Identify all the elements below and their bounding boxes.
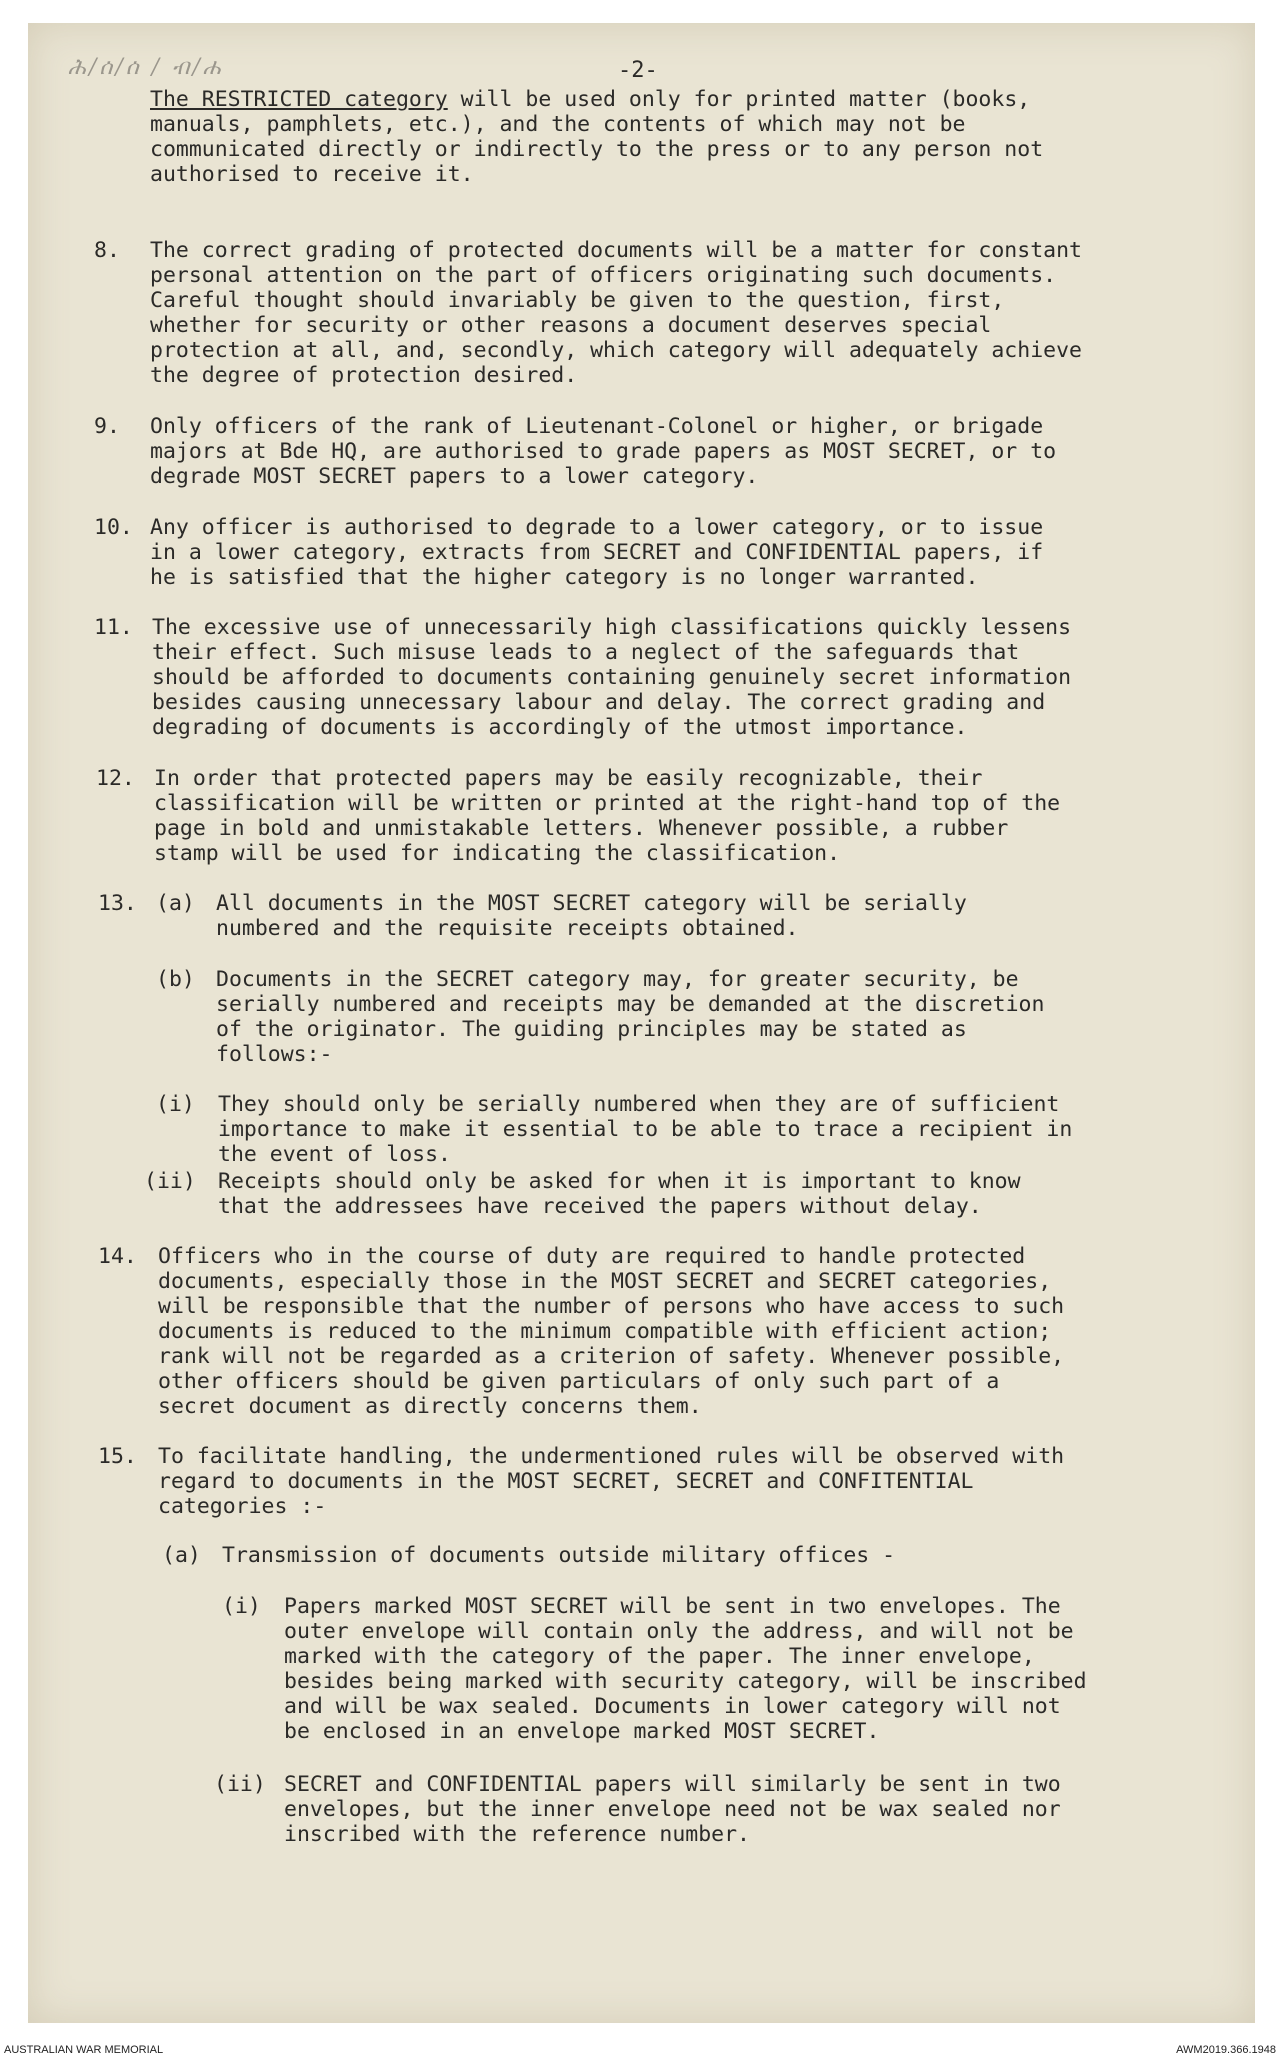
- pencil-annotation: ሕ/ሰ/ሰ / ብ/ሐ: [68, 55, 224, 80]
- document-body: [28, 23, 1255, 2023]
- page-number: -2-: [618, 58, 658, 83]
- paragraph-number: 13.: [98, 891, 137, 916]
- paragraph-text: In order that protected papers may be easily recognizable, their classification will be written or printed at the right-hand top of the page in bold and unmistakable letters. Whenever possible, a rubber stamp will be used for indicating the classification.: [154, 766, 1061, 866]
- paragraph-text: The excessive use of unnecessarily high classifications quickly lessens their effect. Such misuse leads to a neglect of the safeguards that should be afforded to documents containing genuinely secret information besides causing unnecessary labour and delay. The correct grading and degrading of documents is accordingly of the utmost importance.: [152, 615, 1072, 740]
- paragraph-text: They should only be serially numbered when they are of sufficient importance to make it essential to be able to trace a recipient in the event of loss.: [218, 1092, 1073, 1167]
- restricted-category-underlined: The RESTRICTED category: [150, 87, 448, 112]
- subparagraph-label: (b): [156, 967, 195, 992]
- paragraph-text: To facilitate handling, the undermentioned rules will be observed with regard to documents in the MOST SECRET, SECRET and CONFITENTIAL categories :-: [158, 1444, 1065, 1519]
- paragraph-text: SECRET and CONFIDENTIAL papers will similarly be sent in two envelopes, but the inner envelope need not be wax sealed nor inscribed with the reference number.: [284, 1772, 1061, 1847]
- paragraph-number: 9.: [94, 414, 120, 439]
- subparagraph-label: (i): [156, 1092, 195, 1117]
- paragraph-number: 15.: [98, 1444, 137, 1469]
- document-page: [28, 23, 1255, 2023]
- paragraph-text: Transmission of documents outside military offices -: [222, 1543, 896, 1568]
- paragraph-text: Only officers of the rank of Lieutenant-Colonel or higher, or brigade majors at Bde HQ, are authorised to grade papers as MOST SECRET, or to degrade MOST SECRET papers to a lower category.: [150, 414, 1057, 489]
- subparagraph-label: (i): [222, 1594, 261, 1619]
- paragraph-number: 8.: [94, 238, 120, 263]
- archive-credit: AUSTRALIAN WAR MEMORIAL: [4, 2044, 164, 2056]
- subparagraph-label: (a): [162, 1543, 201, 1568]
- paragraph-number: 12.: [96, 766, 135, 791]
- paragraph-number: 10.: [94, 515, 133, 540]
- paragraph-number: 14.: [98, 1244, 137, 1269]
- subparagraph-label: (ii): [214, 1772, 266, 1797]
- paragraph-text: Papers marked MOST SECRET will be sent in two envelopes. The outer envelope will contain only the address, and will not be marked with the category of the paper. The inner envelope, besides being marked with security category, will be inscribed and will be wax sealed. Documents in lower category will not be enclosed in an envelope marked MOST SECRET.: [284, 1594, 1087, 1744]
- paragraph-text: The correct grading of protected documents will be a matter for constant personal attention on the part of officers originating such documents. Careful thought should invariably be given to the question, first, whether for security or other reasons a document deserves special protection at all, and, secondly, which category will adequately achieve the degree of protection desired.: [150, 238, 1082, 388]
- archive-reference: AWM2019.366.1948: [1176, 2044, 1276, 2056]
- paragraph-7-body: will be used only for printed matter (books, manuals, pamphlets, etc.), and the contents of which may not be communicated directly or indirectly to the press or to any person not authorised to receive it.: [150, 87, 1044, 187]
- paragraph-text: Any officer is authorised to degrade to a lower category, or to issue in a lower category, extracts from SECRET and CONFIDENTIAL papers, if he is satisfied that the higher category is no longer warranted.: [150, 515, 1044, 590]
- paragraph-text: Documents in the SECRET category may, for greater security, be serially numbered and receipts may be demanded at the discretion of the originator. The guiding principles may be stated as follows:-: [216, 967, 1045, 1067]
- paragraph-text: Officers who in the course of duty are required to handle protected documents, especially those in the MOST SECRET and SECRET categories, will be responsible that the number of persons who have access to such documents is reduced to the minimum compatible with efficient action; rank will not be regarded as a criterion of safety. Whenever possible, other officers should be given particulars of only such part of a secret document as directly concerns them.: [158, 1244, 1065, 1419]
- paragraph-text: All documents in the MOST SECRET category will be serially numbered and the requisite receipts obtained.: [216, 891, 967, 941]
- subparagraph-label: (a): [156, 891, 195, 916]
- paragraph-7-text: [150, 87, 1230, 187]
- paragraph-number: 11.: [94, 615, 133, 640]
- paragraph-text: Receipts should only be asked for when it is important to know that the addressees have received the papers without delay.: [218, 1169, 1021, 1219]
- subparagraph-label: (ii): [144, 1169, 196, 1194]
